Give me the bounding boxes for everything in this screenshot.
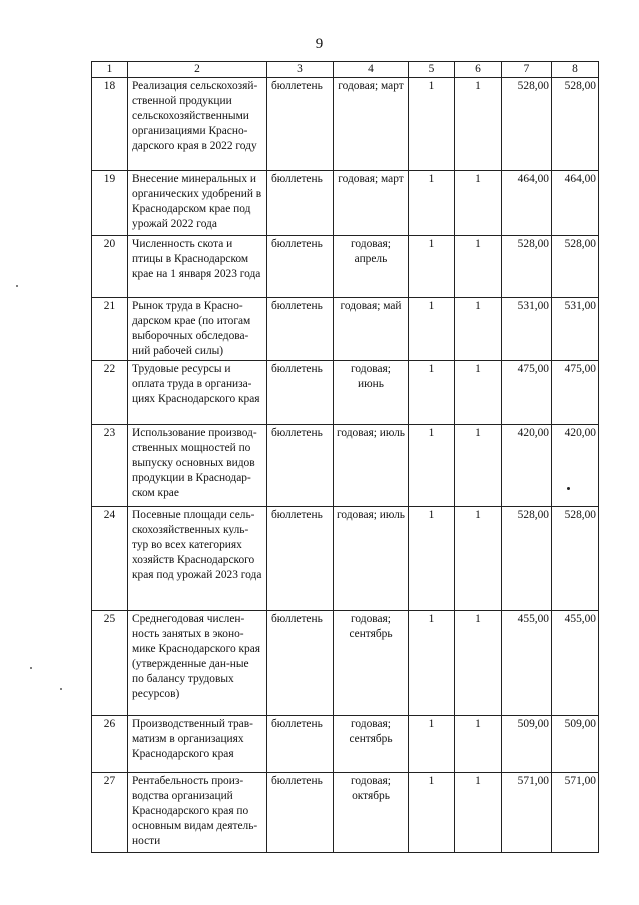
row-number: 27	[92, 773, 128, 853]
row-number: 26	[92, 716, 128, 773]
column-5-value: 1	[409, 298, 455, 361]
row-number: 18	[92, 78, 128, 171]
publication-name: Реализация сельскохозяй-ственной продукции сельскохозяйственными организациями Красно-дарского края в 2022 году	[128, 78, 267, 171]
column-8-value: 531,00	[552, 298, 599, 361]
column-7-value: 528,00	[502, 507, 552, 611]
column-5-value: 1	[409, 171, 455, 236]
publication-form: бюллетень	[267, 425, 334, 507]
table-row	[92, 425, 599, 507]
publication-form: бюллетень	[267, 716, 334, 773]
publication-form: бюллетень	[267, 298, 334, 361]
column-7-value: 509,00	[502, 716, 552, 773]
column-7-value: 528,00	[502, 236, 552, 298]
column-8-value: 475,00	[552, 361, 599, 425]
column-6-value: 1	[455, 716, 502, 773]
publication-period: годовая; сентябрь	[334, 611, 409, 716]
publication-period: годовая; июль	[334, 425, 409, 507]
column-7-value: 531,00	[502, 298, 552, 361]
table-row	[92, 611, 599, 716]
column-8-value: 528,00	[552, 507, 599, 611]
column-7-value: 420,00	[502, 425, 552, 507]
column-5-value: 1	[409, 361, 455, 425]
table-row	[92, 361, 599, 425]
publication-name: Производственный трав-матизм в организациях Краснодарского края	[128, 716, 267, 773]
publication-period: годовая; март	[334, 78, 409, 171]
table-row	[92, 773, 599, 853]
table-row	[92, 298, 599, 361]
column-header: 5	[409, 62, 455, 78]
publication-period: годовая; май	[334, 298, 409, 361]
column-header: 3	[267, 62, 334, 78]
row-number: 20	[92, 236, 128, 298]
publication-period: годовая; июнь	[334, 361, 409, 425]
row-number: 24	[92, 507, 128, 611]
row-number: 19	[92, 171, 128, 236]
column-5-value: 1	[409, 773, 455, 853]
publication-name: Внесение минеральных и органических удобрений в Краснодарском крае под урожай 2022 года	[128, 171, 267, 236]
column-5-value: 1	[409, 611, 455, 716]
publication-period: годовая; апрель	[334, 236, 409, 298]
column-6-value: 1	[455, 298, 502, 361]
publication-period: годовая; июль	[334, 507, 409, 611]
column-6-value: 1	[455, 425, 502, 507]
column-6-value: 1	[455, 361, 502, 425]
column-header: 6	[455, 62, 502, 78]
publication-name: Посевные площади сель-скохозяйственных куль-тур во всех категориях хозяйств Краснодарского края под урожай 2023 года	[128, 507, 267, 611]
scan-speck	[16, 285, 18, 287]
publication-form: бюллетень	[267, 236, 334, 298]
publication-form: бюллетень	[267, 611, 334, 716]
column-header: 4	[334, 62, 409, 78]
table-row	[92, 716, 599, 773]
publication-form: бюллетень	[267, 507, 334, 611]
table-row	[92, 236, 599, 298]
publication-form: бюллетень	[267, 361, 334, 425]
publication-period: годовая; март	[334, 171, 409, 236]
table-body	[92, 78, 599, 853]
column-7-value: 528,00	[502, 78, 552, 171]
scan-speck	[30, 667, 32, 669]
page-number: 9	[315, 36, 324, 52]
column-8-value: 455,00	[552, 611, 599, 716]
column-8-value: 464,00	[552, 171, 599, 236]
column-6-value: 1	[455, 773, 502, 853]
column-7-value: 455,00	[502, 611, 552, 716]
column-header: 2	[128, 62, 267, 78]
column-8-value: 509,00	[552, 716, 599, 773]
table-row	[92, 507, 599, 611]
publication-name: Трудовые ресурсы и оплата труда в организа-циях Краснодарского края	[128, 361, 267, 425]
column-8-value: 528,00	[552, 78, 599, 171]
publication-name: Численность скота и птицы в Краснодарском крае на 1 января 2023 года	[128, 236, 267, 298]
publication-period: годовая; сентябрь	[334, 716, 409, 773]
table-row	[92, 78, 599, 171]
column-6-value: 1	[455, 236, 502, 298]
column-6-value: 1	[455, 507, 502, 611]
publication-form: бюллетень	[267, 171, 334, 236]
column-5-value: 1	[409, 716, 455, 773]
column-6-value: 1	[455, 171, 502, 236]
scan-speck	[567, 487, 570, 490]
publication-form: бюллетень	[267, 78, 334, 171]
publication-name: Рентабельность произ-водства организаций Краснодарского края по основным видам деятель-ности	[128, 773, 267, 853]
publication-name: Рынок труда в Красно-дарском крае (по итогам выборочных обследова-ний рабочей силы)	[128, 298, 267, 361]
column-5-value: 1	[409, 507, 455, 611]
column-5-value: 1	[409, 236, 455, 298]
row-number: 21	[92, 298, 128, 361]
column-5-value: 1	[409, 425, 455, 507]
column-6-value: 1	[455, 611, 502, 716]
column-7-value: 475,00	[502, 361, 552, 425]
publication-name: Среднегодовая числен-ность занятых в эконо-мике Краснодарского края (утвержденные дан-ные по балансу трудовых ресурсов)	[128, 611, 267, 716]
column-7-value: 571,00	[502, 773, 552, 853]
row-number: 22	[92, 361, 128, 425]
column-8-value: 528,00	[552, 236, 599, 298]
header-row	[92, 62, 599, 78]
column-header: 8	[552, 62, 599, 78]
column-8-value: 571,00	[552, 773, 599, 853]
column-6-value: 1	[455, 78, 502, 171]
row-number: 23	[92, 425, 128, 507]
scan-speck	[60, 688, 62, 690]
column-7-value: 464,00	[502, 171, 552, 236]
publication-form: бюллетень	[267, 773, 334, 853]
column-header: 1	[92, 62, 128, 78]
table-row	[92, 171, 599, 236]
column-8-value: 420,00	[552, 425, 599, 507]
column-header: 7	[502, 62, 552, 78]
table-header	[92, 62, 599, 78]
row-number: 25	[92, 611, 128, 716]
publication-period: годовая; октябрь	[334, 773, 409, 853]
publication-name: Использование производ-ственных мощностей по выпуску основных видов продукции в Краснодар-ском крае	[128, 425, 267, 507]
column-5-value: 1	[409, 78, 455, 171]
publications-table	[91, 61, 599, 853]
